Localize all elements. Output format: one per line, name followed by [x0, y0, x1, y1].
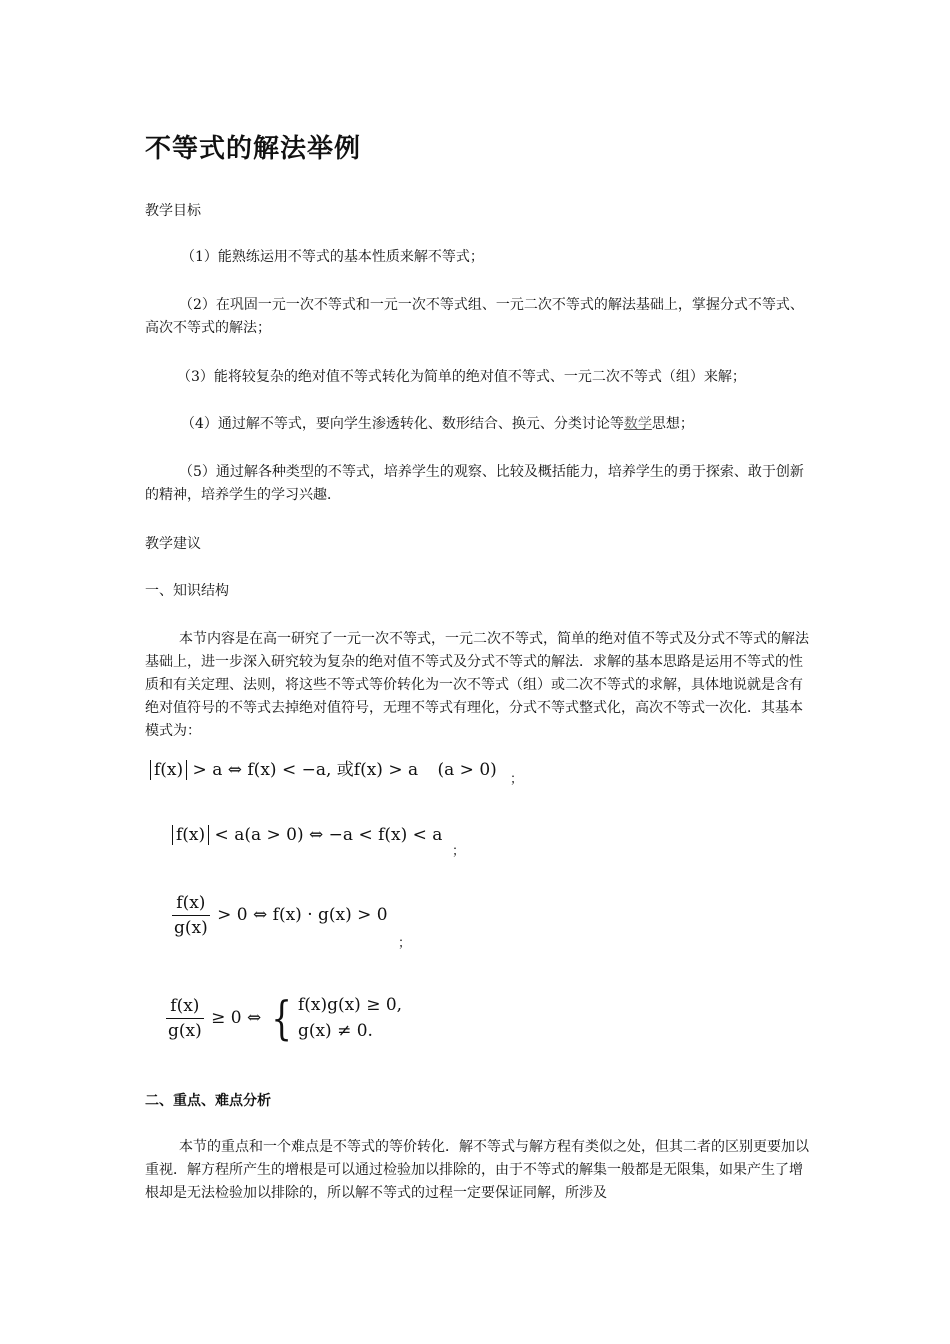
formula-body: < a(a > 0) ⇔ −a < f(x) < a: [209, 825, 443, 845]
fraction-denominator: g(x): [168, 1020, 202, 1041]
goal-1: （1）能熟练运用不等式的基本性质来解不等式；: [181, 249, 484, 265]
key-points-heading: 二、重点、难点分析: [145, 1093, 271, 1109]
formula-abs-greater: [150, 755, 497, 780]
formula-semicolon: ；: [510, 772, 524, 787]
goal-4-tail: 思想；: [651, 416, 694, 432]
abs-expression: f(x): [172, 825, 209, 845]
goal-3: （3）能将较复杂的绝对值不等式转化为简单的绝对值不等式、一元二次不等式（组）来解；: [177, 369, 746, 385]
formula-body: > 0 ⇔ f(x) · g(x) > 0: [211, 905, 388, 925]
formula-fraction-geq: [166, 992, 402, 1044]
formula-abs-less: [172, 825, 442, 845]
goal-5: （5）通过解各种类型的不等式，培养学生的观察、比较及概括能力，培养学生的勇于探索、敢于创新的精神，培养学生的学习兴趣．: [145, 464, 804, 503]
fraction: [166, 996, 204, 1041]
knowledge-body: 本节内容是在高一研究了一元一次不等式，一元二次不等式，简单的绝对值不等式及分式不等式的解法基础上，进一步深入研究较为复杂的绝对值不等式及分式不等式的解法．求解的基本思路是运用不等式的性质和有关定理、法则，将这些不等式等价转化为一次不等式（组）或二次不等式的求解，具体地说就是含有绝对值符号的不等式去掉绝对值符号，无理不等式有理化，分式不等式整式化，高次不等式一次化．其基本模式为：: [145, 631, 809, 739]
formula-body: > a ⇔ f(x) < −a, 或f(x) > a: [187, 760, 419, 780]
fraction-numerator: f(x): [172, 893, 210, 916]
case-1: f(x)g(x) ≥ 0,: [297, 995, 403, 1015]
fraction-denominator: g(x): [174, 918, 208, 938]
goal-4: [181, 413, 821, 436]
case-system: [267, 992, 402, 1044]
goal-2: （2）在巩固一元一次不等式和一元一次不等式组、一元二次不等式的解法基础上，掌握分式不等式、高次不等式的解法；: [145, 297, 804, 336]
goal-4-text: （4）通过解不等式，要向学生渗透转化、数形结合、换元、分类讨论等: [181, 416, 624, 432]
advice-heading: 教学建议: [145, 536, 201, 552]
knowledge-heading: 一、知识结构: [145, 583, 229, 599]
formula-semicolon: ；: [452, 844, 466, 859]
formula-relation: ≥ 0 ⇔: [205, 1008, 262, 1028]
goals-heading: 教学目标: [145, 203, 201, 219]
key-points-body: 本节的重点和一个难点是不等式的等价转化．解不等式与解方程有类似之处，但其二者的区别更要加以重视．解方程所产生的增根是可以通过检验加以排除的，由于不等式的解集一般都是无限集，如果产生了增根却是无法检验加以排除的，所以解不等式的过程一定要保证同解，所涉及: [145, 1139, 809, 1201]
abs-expression: f(x): [150, 760, 187, 780]
formula-condition: (a > 0): [437, 760, 497, 780]
case-lines: [298, 992, 402, 1044]
math-link[interactable]: 数学: [623, 416, 652, 432]
formula-fraction-greater: [172, 893, 388, 938]
formula-semicolon: ；: [398, 936, 412, 951]
fraction-numerator: f(x): [166, 996, 204, 1019]
case-2: g(x) ≠ 0.: [297, 1021, 373, 1041]
document-title: 不等式的解法举例: [145, 134, 362, 164]
left-brace-icon: {: [271, 991, 292, 1045]
fraction: [172, 893, 210, 938]
